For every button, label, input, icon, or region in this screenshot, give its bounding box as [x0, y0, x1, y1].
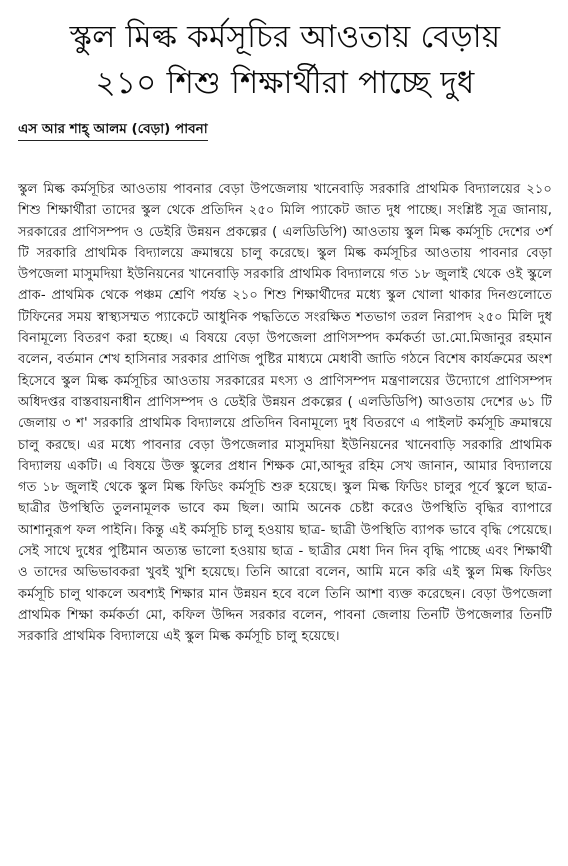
- headline: [18, 14, 552, 106]
- article-body: স্কুল মিল্ক কর্মসূচির আওতায় পাবনার বেড়া উপজেলায় খানেবাড়ি সরকারি প্রাথমিক বিদ্যালয়ের ২১০ শিশু শিক্ষার্থীরা তাদের স্কুল থেকে প্রতিদিন ২৫০ মিলি প্যাকেট জাত দুধ পাচ্ছে। সংশ্লিষ্ট সূত্র জানায়, সরকারের প্রাণিসম্পদ ও ডেইরি উন্নয়ন প্রকল্পের ( এলডিডিপি) আওতায় স্কুল মিল্ক কর্মসূচি দেশের ৩র্শ টি সরকারি প্রাথমিক বিদ্যালয়ে ক্রমান্বয়ে চালু করেছে। স্কুল মিল্ক কর্মসূচির আওতায় পাবনার বেড়া উপজেলা মাসুমদিয়া ইউনিয়নের খানেবাড়ি সরকারি প্রাথমিক বিদ্যালয়ে গত ১৮ জুলাই থেকে ওই স্কুলে প্রাক- প্রাথমিক থেকে পঞ্চম শ্রেণি পর্যন্ত ২১০ শিশু শিক্ষার্থীদের মধ্যে স্কুল খোলা থাকার দিনগুলোতে টিফিনের সময় স্বাস্থ্যসম্মত প্যাকেটে আধুনিক পদ্ধতিতে সংরক্ষিত শতভাগ তরল নিরাপদ ২৫০ মিলি দুধ বিনামূল্যে বিতরণ করা হচ্ছে। এ বিষয়ে বেড়া উপজেলা প্রাণিসম্পদ কর্মকর্তা ডা.মো.মিজানুর রহমান বলেন, বর্তমান শেখ হাসিনার সরকার প্রাণিজ পুষ্টির মাধ্যমে মেধাবী জাতি গঠনে বিশেষ কার্যক্রমের অংশ হিসেবে স্কুল মিল্ক কর্মসূচির আওতায় সরকারের মৎস্য ও প্রাণিসম্পদ মন্ত্রণালয়ের উদ্যোগে প্রাণিসম্পদ অধিদপ্তর বাস্তবায়নাধীন প্রাণিসম্পদ ও ডেইরি উন্নয়ন প্রকল্পের ( এলডিডিপি) আওতায় দেশের ৬১ টি জেলায় ৩ শ' সরকারি প্রাথমিক বিদ্যালয়ে প্রতিদিন বিনামূল্যে দুধ বিতরণে এ পাইলট কর্মসূচি ক্রমান্বয়ে চালু করছে। এর মধ্যে পাবনার বেড়া উপজেলার মাসুমদিয়া ইউনিয়নের খানেবাড়ি সরকারি প্রাথমিক বিদ্যালয় একটি। এ বিষয়ে উক্ত স্কুলের প্রধান শিক্ষক মো,আব্দুর রহিম সেখ জানান, আমার বিদ্যালয়ে গত ১৮ জুলাই থেকে স্কুল মিল্ক ফিডিং কর্মসূচি শুরু হয়েছে। স্কুল মিল্ক ফিডিং চালুর পূর্বে স্কুলে ছাত্র- ছাত্রীর উপস্থিতি তুলনামূলক ভাবে কম ছিল। আমি অনেক চেষ্টা করেও উপস্থিতি বৃদ্ধির ব্যাপারে আশানুরূপ ফল পাইনি। কিন্তু এই কর্মসূচি চালু হওয়ায় ছাত্র- ছাত্রী উপস্থিতি ব্যাপক ভাবে বৃদ্ধি পেয়েছে। সেই সাথে দুধের পুষ্টিমান অত্যন্ত ভালো হওয়ায় ছাত্র - ছাত্রীর মেধা দিন দিন বৃদ্ধি পাচ্ছে এবং শিক্ষার্থী ও তাদের অভিভাবকরা খুবই খুশি হয়েছে। তিনি আরো বলেন, আমি মনে করি এই স্কুল মিল্ক ফিডিং কর্মসূচি চালু থাকলে অবশ্যই শিক্ষার মান উন্নয়ন হবে বলে তিনি আশা ব্যক্ত করেছেন। বেড়া উপজেলা প্রাথমিক শিক্ষা কর্মকর্তা মো, কফিল উদ্দিন সরকার বলেন, পাবনা জেলায় তিনটি উপজেলার তিনটি সরকারি প্রাথমিক বিদ্যালয়ে এই স্কুল মিল্ক কর্মসূচি চালু হয়েছে।: [18, 182, 552, 645]
- headline-line-1: স্কুল মিল্ক কর্মসূচির আওতায় বেড়ায়: [69, 19, 501, 55]
- headline-line-2: ২১০ শিশু শিক্ষার্থীরা পাচ্ছে দুধ: [95, 65, 475, 101]
- byline: এস আর শাহ্ আলম (বেড়া) পাবনা: [18, 121, 208, 137]
- byline-underline: [18, 118, 208, 141]
